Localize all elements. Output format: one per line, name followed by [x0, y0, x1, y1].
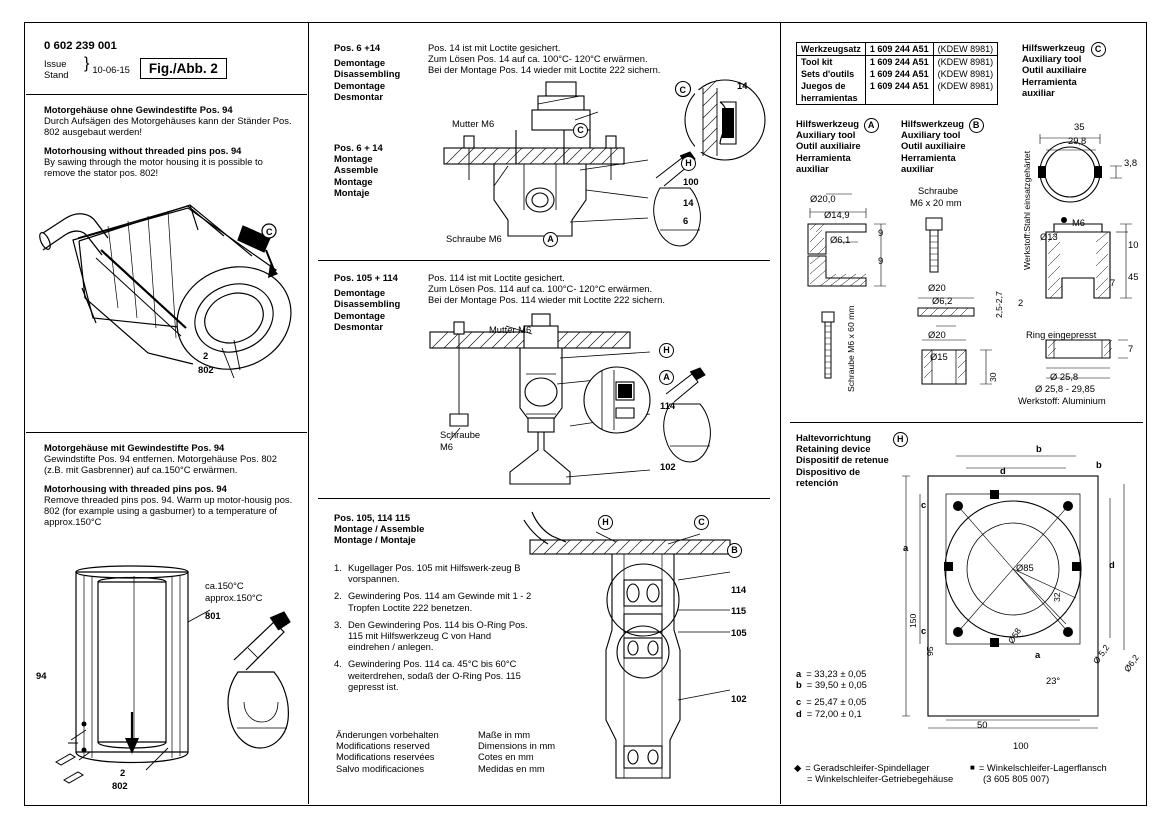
callout-B-3: B	[727, 543, 742, 558]
toolkit-lang-4: herramientas	[797, 92, 866, 105]
retaining-title-fr: Dispositif de retenue	[796, 454, 889, 466]
retaining-dim-150: 150	[908, 613, 918, 628]
section1b-step-2: Assemble	[334, 164, 379, 176]
retaining-dim-95: 95	[925, 646, 935, 656]
aux-a-title-es1: Herramienta	[796, 151, 851, 163]
retaining-letter-a2: a	[1035, 649, 1041, 660]
aux-c-dim-13: Ø13	[1040, 231, 1058, 242]
retaining-letter-b1: b	[1036, 443, 1042, 454]
aux-c-dim-45: 45	[1128, 271, 1139, 282]
aux-b-title	[901, 118, 1001, 174]
aux-a-screw-label: Schraube M6 x 60 mm	[846, 305, 856, 392]
list-item	[334, 590, 534, 612]
section3-pos-title: Pos. 105, 114 115	[334, 512, 411, 523]
aux-c-dim-7: 7	[1110, 277, 1116, 288]
part-number: 0 602 239 001	[44, 40, 117, 52]
toolkit-lang-2: Sets d'outils	[797, 68, 866, 80]
temp-de: ca.150°C	[205, 580, 244, 591]
retaining-badge: H	[893, 432, 908, 447]
section2-pos-title: Pos. 105 + 114	[334, 272, 398, 283]
block2-body-en: Remove threaded pins pos. 94. Warm up motor-housig pos. 802 (for example using a gasburner) to a temperature of approx.150°C	[44, 493, 293, 528]
aux-b-drawing	[900, 190, 1010, 390]
section2-note-3: Bei der Montage Pos. 114 wieder mit Loctite 222 sichern.	[428, 294, 665, 306]
retaining-dim-58: Ø58	[1006, 626, 1024, 646]
toolkit-num-2: 1 609 244 A51	[865, 68, 933, 80]
callout-H-2: H	[659, 343, 674, 358]
aux-a-dim-2: Ø6,1	[830, 234, 851, 245]
issue-label-en: Issue	[44, 58, 67, 69]
retaining-dim-52: Ø 5,2	[1091, 642, 1112, 666]
block2-title-en: Motorhousing with threaded pins pos. 94	[44, 482, 227, 494]
section1b-step-1: Montage	[334, 153, 373, 165]
callout-H-1: H	[681, 156, 696, 171]
section3-instruction-list	[334, 562, 534, 692]
retaining-dim-50: 50	[977, 719, 988, 730]
retaining-title-en: Retaining device	[796, 443, 871, 455]
motor-housing-saw-illustration	[38, 178, 303, 393]
list-number: 4.	[334, 658, 342, 670]
list-text: Gewindering Pos. 114 am Gewinde mit 1 - 2 Tropfen Loctite 222 benetzen.	[348, 590, 532, 613]
left-block-1-text	[44, 104, 296, 178]
retaining-footnote-right	[970, 762, 1150, 784]
table-row	[797, 56, 998, 69]
list-text: Den Gewindering Pos. 114 bis O-Ring Pos. 115 mit Hilfswerkzeug C von Hand eindrehen / anlegen.	[348, 618, 528, 653]
footnote-row	[970, 762, 1150, 773]
legend-c-value: = 25,47 ± 0,05	[806, 696, 867, 708]
table-row	[797, 80, 998, 92]
screw-label-1: Schraube M6	[446, 233, 502, 244]
retaining-dim-100: 100	[1013, 740, 1029, 751]
aux-a-dim-1: Ø14,9	[824, 209, 850, 220]
footnote-text-4: (3 605 805 007)	[983, 773, 1050, 785]
legend-a-label: a	[796, 668, 802, 679]
footnote-text-3: = Winkelschleifer-Lagerflansch	[978, 762, 1107, 773]
callout-115-3: 115	[731, 605, 747, 616]
aux-c-ring-note: Ring eingepresst	[1026, 329, 1097, 340]
aux-b-title-es2: auxiliar	[901, 162, 934, 174]
section3-step-2: Montage / Montaje	[334, 534, 416, 546]
footer-left-4: Salvo modificaciones	[336, 762, 425, 774]
aux-b-dim-2: 2,5-2,7	[994, 291, 1004, 318]
callout-C-3: C	[694, 515, 709, 530]
nut-label-1: Mutter M6	[452, 118, 495, 129]
screw-label-2b: M6	[440, 441, 454, 452]
legend-b-label: b	[796, 679, 802, 691]
table-row	[797, 43, 998, 56]
svg-text:C: C	[679, 85, 686, 95]
callout-6: 6	[683, 215, 689, 226]
retaining-legend	[796, 668, 916, 719]
retaining-letter-b2: b	[1096, 459, 1102, 470]
nut-label-2: Mutter M6	[489, 324, 532, 335]
aux-a-title-de: Hilfswerkzeug	[796, 118, 860, 129]
right-divider-1	[790, 422, 1143, 423]
aux-c-title-fr: Outil auxiliaire	[1022, 64, 1087, 76]
retaining-letter-d1: d	[1000, 465, 1006, 476]
left-divider-1	[26, 94, 307, 95]
left-block-2-text	[44, 442, 298, 527]
section2-pos-block	[334, 272, 426, 332]
column-divider-1	[308, 22, 309, 804]
list-text: Kugellager Pos. 105 mit Hilfswerk-zeug B vorspannen.	[348, 562, 521, 585]
callout-94: 94	[36, 670, 47, 681]
callout-2-left2: 2	[120, 767, 126, 778]
section1b-step-3: Montage	[334, 175, 373, 187]
section1-assemble-block	[334, 142, 426, 198]
aux-c-material: Werkstoff: Aluminium	[1018, 395, 1106, 406]
section2-step-2: Disassembling	[334, 298, 401, 310]
toolkit-table	[796, 42, 998, 105]
block1-body-de: Durch Aufsägen des Motorgehäuses kann der Ständer Pos. 802 ausgebaut werden!	[44, 115, 292, 138]
callout-14-detail: 14	[737, 80, 748, 91]
aux-c-dim-298: 29,8	[1068, 135, 1087, 146]
toolkit-lang-3: Juegos de	[797, 80, 866, 92]
section1-note-2: Zum Lösen Pos. 14 auf ca. 100°C- 120°C erwärmen.	[428, 53, 648, 65]
retaining-letter-d2: d	[1109, 559, 1115, 570]
callout-H-3: H	[598, 515, 613, 530]
list-text: Gewindering Pos. 114 ca. 45°C bis 60°C weiterdrehen, sodaß der O-Ring Pos. 115 gepresst ist.	[348, 658, 521, 692]
footer-right-2: Dimensions in mm	[478, 740, 556, 752]
brace-icon: }	[84, 55, 90, 72]
toolkit-num-3: 1 609 244 A51	[865, 80, 933, 92]
aux-c-dim-35: 35	[1074, 121, 1085, 132]
section1-step-3: Demontage	[334, 79, 386, 91]
toolkit-code-4	[933, 92, 998, 105]
aux-a-title	[796, 118, 896, 174]
section2-notes	[428, 272, 758, 306]
retaining-title-de: Haltevorrichtung	[796, 432, 872, 443]
middle-divider-2	[318, 498, 770, 499]
block2-body-de: Gewindstifte Pos. 94 entfernen. Motorgehäuse Pos. 802 (z.B. mit Gasbrenner) auf ca.150°C erwärmen.	[44, 453, 277, 476]
footnote-text-2: = Winkelschleifer-Getriebegehäuse	[807, 773, 954, 785]
issue-label-de: Stand	[44, 69, 69, 81]
aux-c-badge: C	[1091, 42, 1106, 57]
legend-row	[796, 679, 916, 690]
footer-left-3: Modifications reservées	[336, 751, 435, 763]
aux-a-title-es2: auxiliar	[796, 162, 829, 174]
retaining-dim-angle: 23°	[1046, 675, 1061, 686]
section2-illustration	[420, 322, 770, 487]
aux-b-dim-5: 30	[988, 372, 998, 382]
aux-b-dim-3: Ø20	[928, 329, 946, 340]
toolkit-num-1: 1 609 244 A51	[865, 56, 933, 69]
callout-C-1: C	[573, 123, 588, 138]
aux-c-material-vertical: Werkstoff:Stahl einsatzgehärtet	[1022, 150, 1032, 270]
legend-a-value: = 33,23 ± 0,05	[806, 668, 867, 679]
section3-step-1: Montage / Assemble	[334, 523, 425, 535]
section1-step-4: Desmontar	[334, 90, 383, 102]
header-block	[44, 40, 294, 80]
aux-b-title-fr: Outil auxiliaire	[901, 140, 966, 152]
svg-text:C: C	[266, 227, 273, 237]
legend-row	[796, 668, 916, 679]
callout-14: 14	[683, 197, 694, 208]
aux-a-dim-0: Ø20,0	[810, 193, 836, 204]
footnote-text-1: = Geradschleifer-Spindellager	[805, 762, 930, 773]
callout-105-3: 105	[731, 627, 747, 638]
section1-pos-title: Pos. 6 +14	[334, 42, 381, 53]
column-divider-2	[780, 22, 781, 804]
legend-d-label: d	[796, 707, 802, 719]
aux-c-ring-dim-1: Ø 25,8 - 29,85	[1035, 383, 1095, 394]
callout-802-left: 802	[198, 364, 214, 375]
footer-right-1: Maße in mm	[478, 729, 531, 740]
footnote-row	[794, 762, 974, 773]
retaining-title-es2: retención	[796, 476, 839, 488]
footer-left-2: Modifications reserved	[336, 740, 430, 752]
aux-c-title	[1022, 42, 1132, 98]
temp-en: approx.150°C	[205, 592, 263, 603]
list-number: 2.	[334, 590, 342, 602]
callout-A-1: A	[543, 232, 558, 247]
footer-right-4: Medidas en mm	[478, 762, 545, 774]
legend-row	[796, 696, 916, 707]
list-number: 1.	[334, 562, 342, 573]
retaining-letter-c2: c	[921, 625, 927, 636]
section1-pos-title-2: Pos. 6 + 14	[334, 142, 383, 153]
retaining-dim-85: Ø85	[1016, 562, 1034, 573]
aux-c-ring-dim-2: 7	[1128, 343, 1134, 354]
retaining-dim-62: Ø6,2	[1122, 652, 1141, 674]
section1-illustration	[420, 60, 770, 255]
block1-title-de: Motorgehäuse ohne Gewindestifte Pos. 94	[44, 104, 233, 115]
callout-802-left2: 802	[112, 780, 128, 791]
aux-a-title-fr: Outil auxiliaire	[796, 140, 861, 152]
toolkit-lang-1: Tool kit	[797, 56, 866, 69]
callout-100: 100	[683, 176, 699, 187]
aux-a-badge: A	[864, 118, 879, 133]
aux-b-badge: B	[969, 118, 984, 133]
aux-b-dim-4: Ø15	[930, 351, 948, 362]
retaining-footnote-left	[794, 762, 974, 784]
section2-step-1: Demontage	[334, 287, 386, 299]
toolkit-code-0: (KDEW 8981)	[933, 43, 998, 56]
motor-housing-heating-illustration	[38, 552, 303, 792]
retaining-letter-a1: a	[903, 542, 909, 553]
toolkit-num-0: 1 609 244 A51	[865, 43, 933, 56]
figure-badge: Fig./Abb. 2	[140, 58, 227, 79]
legend-c-label: c	[796, 696, 802, 708]
aux-b-dim-0: Ø20	[928, 282, 946, 293]
left-divider-2	[26, 432, 307, 433]
retaining-dim-32: 32	[1052, 592, 1062, 602]
aux-b-dim-1: Ø6,2	[932, 295, 953, 306]
aux-b-screw-title: Schraube	[918, 185, 959, 196]
aux-c-dim-2: 2	[1018, 297, 1024, 308]
aux-c-ring-dim-0: Ø 25,8	[1050, 371, 1079, 382]
toolkit-lang-0: Werkzeugsatz	[797, 43, 866, 56]
callout-A-2: A	[659, 370, 674, 385]
section2-step-3: Demontage	[334, 309, 386, 321]
footnote-symbol-square: ■	[970, 763, 975, 772]
section1b-step-4: Montaje	[334, 186, 370, 198]
callout-114-3: 114	[731, 584, 747, 595]
aux-c-title-es2: auxiliar	[1022, 86, 1055, 98]
callout-801: 801	[205, 610, 221, 621]
footer-right	[478, 729, 638, 774]
callout-114: 114	[660, 400, 676, 411]
middle-divider-1	[318, 260, 770, 261]
list-number: 3.	[334, 618, 342, 630]
section1-pos-block	[334, 42, 426, 102]
aux-c-dim-m6: M6	[1072, 217, 1086, 228]
legend-b-value: = 39,50 ± 0,05	[806, 679, 867, 691]
toolkit-code-1: (KDEW 8981)	[933, 56, 998, 69]
toolkit-code-2: (KDEW 8981)	[933, 68, 998, 80]
section2-note-2: Zum Lösen Pos. 114 auf ca. 100°C- 120°C erwärmen.	[428, 283, 653, 295]
toolkit-code-3: (KDEW 8981)	[933, 80, 998, 92]
screw-label-2a: Schraube	[440, 429, 481, 440]
aux-a-dim-4: 9	[878, 255, 884, 266]
block1-body-en: By sawing through the motor housing it is possible to remove the stator pos. 802!	[44, 155, 263, 179]
aux-c-title-en: Auxiliary tool	[1022, 53, 1082, 65]
block2-title-de: Motorgehäuse mit Gewindestifte Pos. 94	[44, 442, 225, 453]
section1-note-1: Pos. 14 ist mit Loctite gesichert.	[428, 42, 561, 53]
aux-b-title-es1: Herramienta	[901, 151, 956, 163]
aux-b-screw-spec: M6 x 20 mm	[910, 197, 962, 208]
section1-note-3: Bei der Montage Pos. 14 wieder mit Loctite 222 sichern.	[428, 64, 661, 76]
aux-c-dim-38: 3,8	[1124, 157, 1138, 168]
callout-2-left: 2	[203, 350, 209, 361]
legend-row	[796, 708, 916, 719]
section3-pos-block	[334, 512, 514, 546]
list-item	[334, 562, 534, 584]
retaining-letter-c1: c	[921, 499, 927, 510]
callout-102-3: 102	[731, 693, 747, 704]
table-row	[797, 92, 998, 105]
footer-left-1: Änderungen vorbehalten	[336, 729, 439, 740]
toolkit-num-4	[865, 92, 933, 105]
section2-step-4: Desmontar	[334, 320, 383, 332]
aux-a-dim-3: 9	[878, 227, 884, 238]
list-item	[334, 619, 534, 653]
block1-title-en: Motorhousing without threaded pins pos. 94	[44, 144, 242, 156]
aux-c-title-es1: Herramienta	[1022, 75, 1077, 87]
aux-c-dim-10: 10	[1128, 239, 1139, 250]
table-row	[797, 68, 998, 80]
section1-step-2: Disassembling	[334, 68, 401, 80]
issue-date: 10-06-15	[92, 64, 130, 75]
aux-c-title-de: Hilfswerkzeug	[1022, 42, 1086, 53]
footer-right-3: Cotes en mm	[478, 751, 534, 763]
aux-b-title-de: Hilfswerkzeug	[901, 118, 965, 129]
section2-note-1: Pos. 114 ist mit Loctite gesichert.	[428, 272, 565, 283]
list-item	[334, 658, 534, 692]
section1-step-1: Demontage	[334, 57, 386, 69]
footnote-symbol-diamond: ◆	[794, 762, 802, 773]
retaining-title-es1: Dispositivo de	[796, 465, 861, 477]
aux-b-title-en: Auxiliary tool	[901, 129, 961, 141]
aux-a-title-en: Auxiliary tool	[796, 129, 856, 141]
callout-102: 102	[660, 461, 676, 472]
legend-d-value: = 72,00 ± 0,1	[806, 707, 862, 719]
